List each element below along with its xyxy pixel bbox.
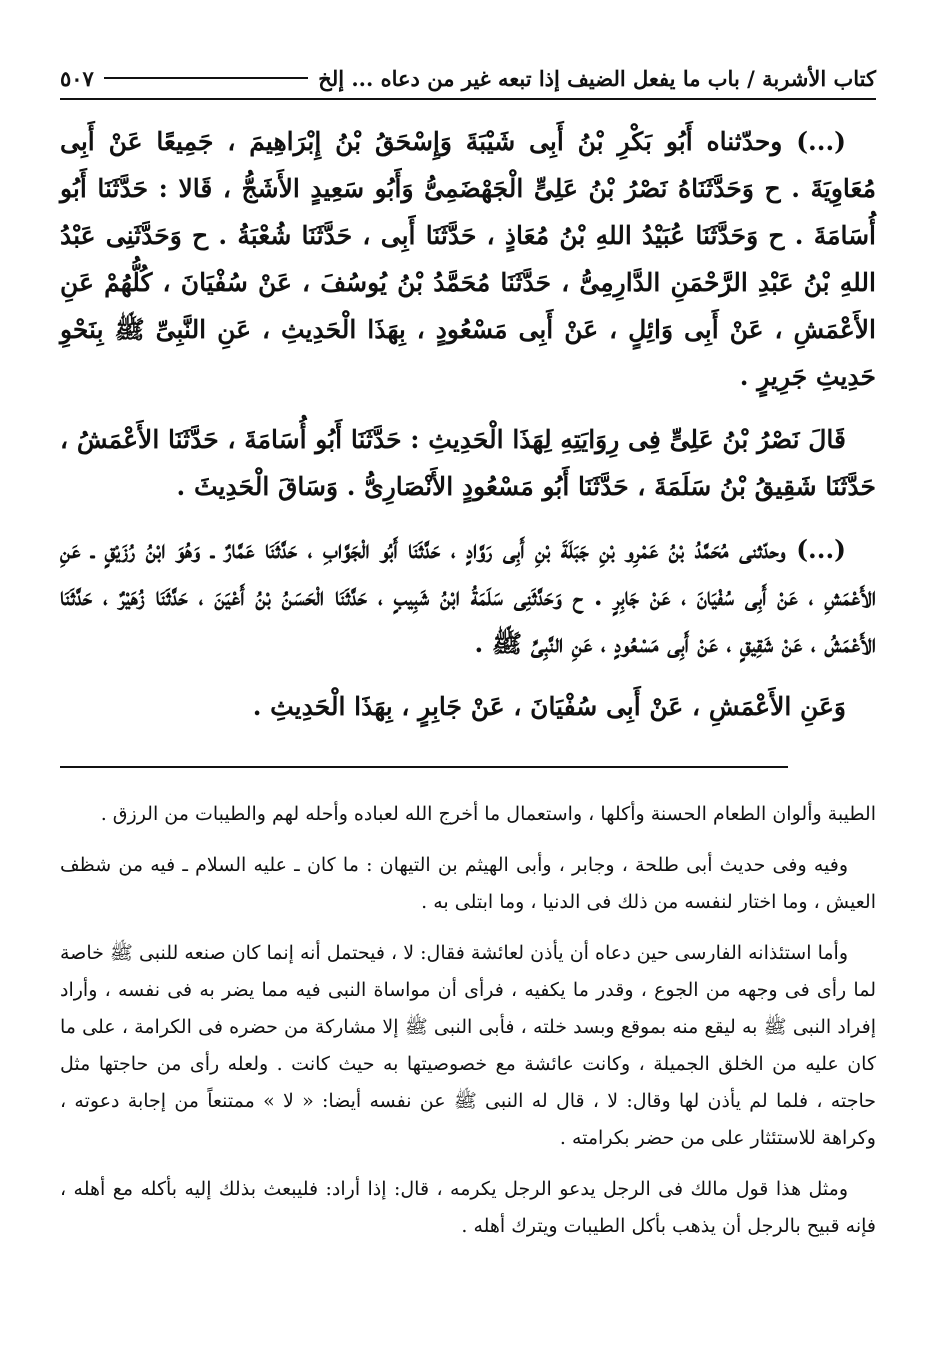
page-number: ٥٠٧ [60, 65, 94, 91]
header-rule [104, 77, 308, 79]
commentary-paragraph: وأما استئذانه الفارسى حين دعاه أن يأذن لعائشة فقال: لا ، فيحتمل أنه إنما كان صنعه للنبى ﷺ خاصة لما رأى فى وجهه من الجوع ، وقدر ما يكفيه ، فرأى أن مواساة النبى فيه مما يضر به فى نفسه ، وأراد إفراد النبى ﷺ به ليقع منه بموقع وبسد خلته ، فأبى النبى ﷺ إلا مشاركة من حضره فى الكرامة ، على ما كان عليه من الخلق الجميلة ، وكانت عائشة مع خصوصيتها به حيث كانت . ولعله رأى من حاجتها مثل حاجته ، فلما لم يأذن لها وقال: لا ، قال له النبى ﷺ عن نفسه أيضا: « لا » ممتنعاً من إجابة دعوته ، وكراهة للاستئثار على من حضر بكرامته . [60, 942, 876, 1149]
book-page [60, 58, 876, 1259]
hadith-paragraph: (...) وحدّثناه أَبُو بَكْرِ بْنُ أَبِى شَيْبَةَ وَإِسْحَقُ بْنُ إِبْرَاهِيمَ ، جَمِيعًا عَنْ أَبِى مُعَاوِيَةَ . ح وَحَدَّثَنَاهُ نَصْرُ بْنُ عَلِىٍّ الْجَهْضَمِىُّ وَأَبُو سَعِيدٍ الأَشَجُّ ، قَالا : حَدَّثَنَا أَبُو أُسَامَةَ . ح وَحَدَّثَنَا عُبَيْدُ اللهِ بْنُ مُعَاذٍ ، حَدَّثَنَا أَبِى ، حَدَّثَنَا شُعْبَةُ . ح وَحَدَّثَنِى عَبْدُ اللهِ بْنُ عَبْدِ الرَّحْمَنِ الدَّارِمِىُّ ، حَدَّثَنَا مُحَمَّدُ بْنُ يُوسُفَ ، عَنْ سُفْيَانَ ، كُلُّهُمْ عَنِ الأَعْمَشِ ، عَنْ أَبِى وَائِلٍ ، عَنْ أَبِى مَسْعُودٍ ، بِهَذَا الْحَدِيثِ ، عَنِ النَّبِىِّ ﷺ بِنَحْوِ حَدِيثِ جَرِيرٍ . [60, 127, 876, 391]
hadith-text [60, 118, 876, 730]
commentary-paragraph: الطيبة وألوان الطعام الحسنة وأكلها ، واستعمال ما أخرج الله لعباده وأحله لهم والطيبات من الرزق . [100, 803, 876, 825]
footnote-separator [60, 766, 788, 768]
hadith-paragraph: قَالَ نَصْرُ بْنُ عَلِىٍّ فِى رِوَايَتِهِ لِهَذَا الْحَدِيثِ : حَدَّثَنَا أَبُو أُسَامَةَ ، حَدَّثَنَا الأَعْمَشُ ، حَدَّثَنَا شَقِيقُ بْنُ سَلَمَةَ ، حَدَّثَنَا أَبُو مَسْعُودٍ الأَنْصَارِىُّ . وَسَاقَ الْحَدِيثَ . [60, 425, 876, 501]
hadith-paragraph: وَعَنِ الأَعْمَشِ ، عَنْ أَبِى سُفْيَانَ ، عَنْ جَابِرٍ ، بِهَذَا الْحَدِيثِ . [252, 692, 846, 721]
running-header [60, 58, 876, 100]
commentary-paragraph: وفيه وفى حديث أبى طلحة ، وجابر ، وأبى الهيثم بن التيهان : ما كان ـ عليه السلام ـ فيه من شظف العيش ، وما اختار لنفسه من ذلك فى الدنيا ، وما ابتلى به . [60, 854, 876, 913]
commentary-paragraph: ومثل هذا قول مالك فى الرجل يدعو الرجل يكرمه ، قال: إذا أراد: فليبعث بذلك إليه بأكله مع أهله ، فإنه قبيح بالرجل أن يذهب بأكل الطيبات ويترك أهله . [60, 1178, 876, 1237]
chapter-title: كتاب الأشربة / باب ما يفعل الضيف إذا تبعه غير من دعاه ... إلخ [318, 65, 876, 91]
hadith-paragraph: (...) وحدّثنى مُحَمَّدُ بْنُ عَمْرِو بْنِ جَبَلَةَ بْنِ أَبِى رَوَّادٍ ، حَدَّثَنَا أَبُو الْجَوَّابِ ، حَدَّثَنَا عَمَّارٌ ـ وَهُوَ ابْنُ رُزَيْقٍ ـ عَنِ الأَعْمَشِ ، عَنْ أَبِى سُفْيَانَ ، عَنْ جَابِرٍ . ح وَحَدَّثَنِى سَلَمَةُ ابْنُ شَبِيبٍ ، حَدَّثَنَا الْحَسَنُ بْنُ أَعْيَنَ ، حَدَّثَنَا زُهَيْرٌ ، حَدَّثَنَا الأَعْمَشُ ، عَنْ شَقِيقٍ ، عَنْ أَبِى مَسْعُودٍ ، عَنِ النَّبِىِّ ﷺ . [60, 535, 876, 658]
commentary-text [60, 796, 876, 1245]
